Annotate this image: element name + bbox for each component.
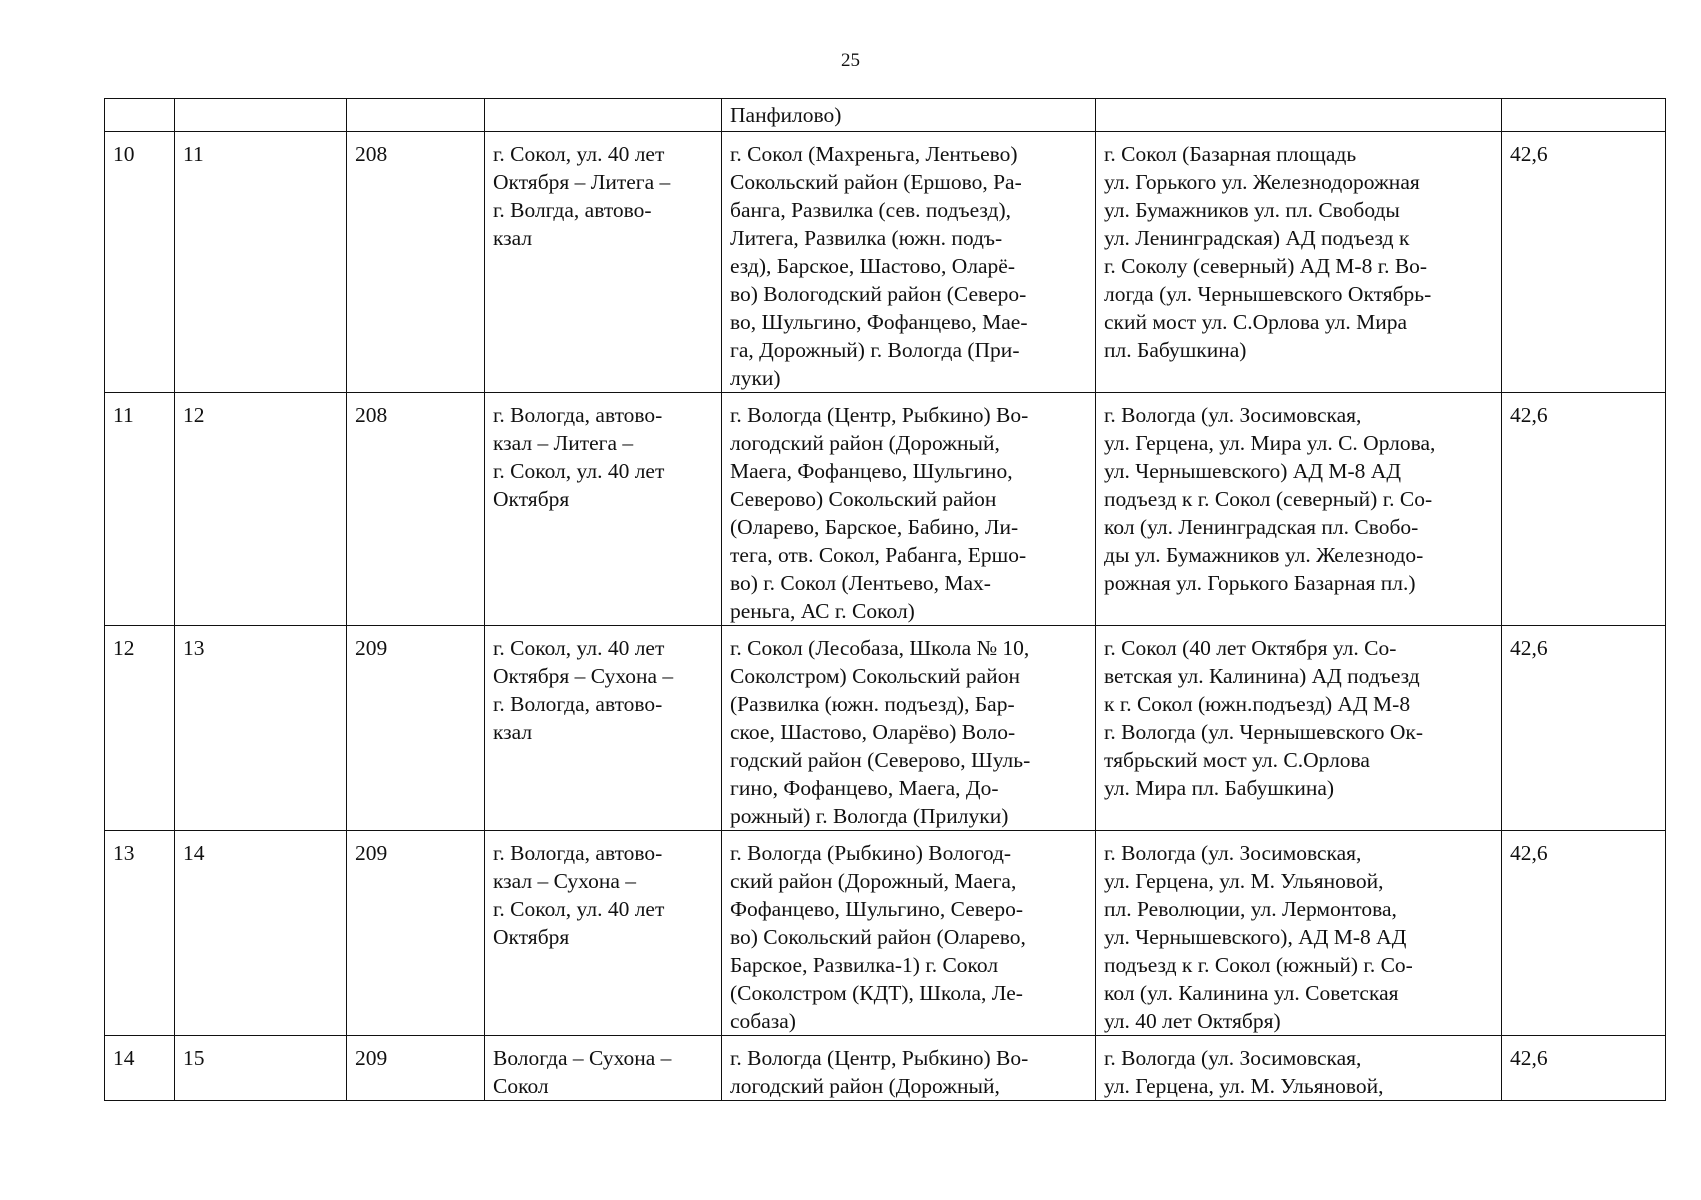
table-cell (1502, 99, 1666, 132)
streets-cell: г. Вологда (ул. Зосимовская, ул. Герцена, ул. М. Ульяновой, (1096, 1036, 1502, 1101)
table-row (105, 626, 1666, 831)
table-row-continuation (105, 99, 1666, 132)
route-name-cell: Вологда – Сухона – Сокол (485, 1036, 722, 1101)
streets-cell: г. Вологда (ул. Зосимовская, ул. Герцена, ул. М. Ульяновой, пл. Революции, ул. Лермонтова, ул. Чернышевского), АД М-8 АД подъезд к г. Сокол (южный) г. Со- кол (ул. Калинина ул. Советская ул. 40 лет Октября) (1096, 831, 1502, 1036)
registry-number-cell: 12 (175, 393, 347, 626)
length-cell: 42,6 (1502, 132, 1666, 393)
route-name-cell: г. Сокол, ул. 40 лет Октября – Сухона – г. Вологда, автово- кзал (485, 626, 722, 831)
routes-table (104, 98, 1666, 1101)
route-number-cell: 209 (347, 831, 485, 1036)
table-row (105, 1036, 1666, 1101)
table-cell (485, 99, 722, 132)
route-number-cell: 208 (347, 132, 485, 393)
route-name-cell: г. Вологда, автово- кзал – Сухона – г. Сокол, ул. 40 лет Октября (485, 831, 722, 1036)
length-cell: 42,6 (1502, 393, 1666, 626)
row-number-cell: 13 (105, 831, 175, 1036)
streets-cell: г. Сокол (Базарная площадь ул. Горького ул. Железнодорожная ул. Бумажников ул. пл. Свободы ул. Ленинградская) АД подъезд к г. Соколу (северный) АД М-8 г. Во- логда (ул. Чернышевского Октябрь- ский мост ул. С.Орлова ул. Мира пл. Бабушкина) (1096, 132, 1502, 393)
length-cell: 42,6 (1502, 831, 1666, 1036)
stops-cell: г. Вологда (Центр, Рыбкино) Во- логодский район (Дорожный, Маега, Фофанцево, Шульгино, Северово) Сокольский район (Оларево, Барское, Бабино, Ли- тега, отв. Сокол, Рабанга, Ершо- во) г. Сокол (Лентьево, Мах- реньга, АС г. Сокол) (722, 393, 1096, 626)
stops-cell: г. Вологда (Рыбкино) Вологод- ский район (Дорожный, Маега, Фофанцево, Шульгино, Северо- во) Сокольский район (Оларево, Барское, Развилка-1) г. Сокол (Соколстром (КДТ), Школа, Ле- собаза) (722, 831, 1096, 1036)
table-row (105, 132, 1666, 393)
registry-number-cell: 15 (175, 1036, 347, 1101)
table-row (105, 831, 1666, 1036)
route-number-cell: 208 (347, 393, 485, 626)
stops-cell: г. Сокол (Махреньга, Лентьево) Сокольский район (Ершово, Ра- банга, Развилка (сев. подъезд), Литега, Развилка (южн. подъ- езд), Барское, Шастово, Оларё- во) Вологодский район (Северо- во, Шульгино, Фофанцево, Мае- га, Дорожный) г. Вологда (При- луки) (722, 132, 1096, 393)
row-number-cell: 12 (105, 626, 175, 831)
streets-cell: г. Вологда (ул. Зосимовская, ул. Герцена, ул. Мира ул. С. Орлова, ул. Чернышевского) АД М-8 АД подъезд к г. Сокол (северный) г. Со- кол (ул. Ленинградская пл. Свобо- ды ул. Бумажников ул. Железнодо- рожная ул. Горького Базарная пл.) (1096, 393, 1502, 626)
table-cell (347, 99, 485, 132)
route-name-cell: г. Сокол, ул. 40 лет Октября – Литега – г. Волгда, автово- кзал (485, 132, 722, 393)
length-cell: 42,6 (1502, 626, 1666, 831)
length-cell: 42,6 (1502, 1036, 1666, 1101)
table-cell (175, 99, 347, 132)
streets-cell: г. Сокол (40 лет Октября ул. Со- ветская ул. Калинина) АД подъезд к г. Сокол (южн.подъезд) АД М-8 г. Вологда (ул. Чернышевского Ок- тябрьский мост ул. С.Орлова ул. Мира пл. Бабушкина) (1096, 626, 1502, 831)
registry-number-cell: 11 (175, 132, 347, 393)
row-number-cell: 10 (105, 132, 175, 393)
stops-cell: г. Вологда (Центр, Рыбкино) Во- логодский район (Дорожный, (722, 1036, 1096, 1101)
row-number-cell: 11 (105, 393, 175, 626)
registry-number-cell: 14 (175, 831, 347, 1036)
table-cell: Панфилово) (722, 99, 1096, 132)
registry-number-cell: 13 (175, 626, 347, 831)
stops-cell: г. Сокол (Лесобаза, Школа № 10, Соколстром) Сокольский район (Развилка (южн. подъезд), Бар- ское, Шастово, Оларёво) Воло- годский район (Северово, Шуль- гино, Фофанцево, Маега, До- рожный) г. Вологда (Прилуки) (722, 626, 1096, 831)
table-row (105, 393, 1666, 626)
route-number-cell: 209 (347, 1036, 485, 1101)
route-number-cell: 209 (347, 626, 485, 831)
table-cell (105, 99, 175, 132)
row-number-cell: 14 (105, 1036, 175, 1101)
table-cell (1096, 99, 1502, 132)
route-name-cell: г. Вологда, автово- кзал – Литега – г. Сокол, ул. 40 лет Октября (485, 393, 722, 626)
page-number: 25 (841, 50, 860, 71)
